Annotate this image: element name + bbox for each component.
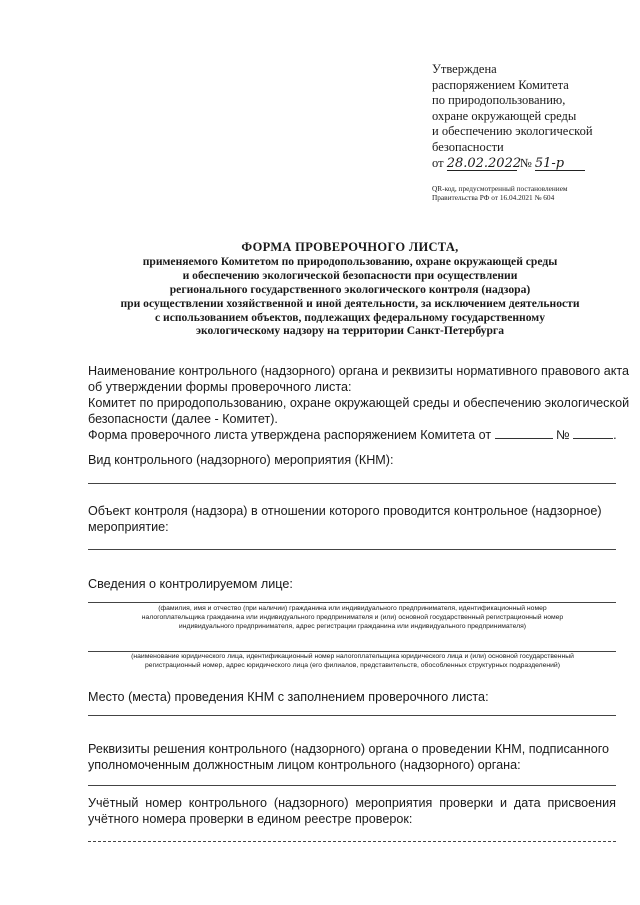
approval-line: распоряжением Комитета xyxy=(432,77,569,92)
section-registry xyxy=(88,795,616,827)
location-field[interactable] xyxy=(88,715,616,716)
qr-note-line: Правительства РФ от 16.04.2021 № 604 xyxy=(432,193,555,203)
approval-date-line xyxy=(432,156,632,172)
location-label: Место (места) проведения КНМ с заполнением проверочного листа: xyxy=(88,690,489,704)
section-knm-type xyxy=(88,452,393,468)
approval-block xyxy=(432,62,632,171)
caption-line: (фамилия, имя и отчество (при наличии) гражданина или индивидуального предпринимателя, идентификационный номер xyxy=(158,605,547,612)
approval-reference-line xyxy=(88,427,617,443)
approval-number-field[interactable] xyxy=(573,428,613,439)
approval-line: Утверждена xyxy=(432,62,497,76)
qr-note xyxy=(432,184,568,203)
form-title-line: регионального государственного экологического контроля (надзора) xyxy=(169,282,531,296)
form-title-line: при осуществлении хозяйственной и иной деятельности, за исключением деятельности xyxy=(120,296,580,310)
control-object-field[interactable] xyxy=(88,549,616,550)
section-control-object xyxy=(88,503,602,535)
section-authority-line: об утверждении формы проверочного листа: xyxy=(88,380,352,394)
decision-field[interactable] xyxy=(88,785,616,786)
caption-line: индивидуального предпринимателя, адрес регистрации гражданина или индивидуального предпринимателя) xyxy=(178,623,527,630)
caption-line: (наименование юридического лица, идентификационный номер налогоплательщика юридического лица и (или) основной государственный xyxy=(131,653,574,660)
knm-type-field[interactable] xyxy=(88,483,616,484)
section-location xyxy=(88,689,489,705)
approval-date: 28.02.2022 xyxy=(446,155,522,171)
qr-note-line: QR-код, предусмотренный постановлением xyxy=(432,184,568,193)
approval-number: 51-р xyxy=(535,157,585,171)
form-title-line: экологическому надзору на территории Санкт-Петербурга xyxy=(196,324,504,338)
form-title xyxy=(80,241,620,338)
period: . xyxy=(613,428,617,442)
form-title-main: ФОРМА ПРОВЕРОЧНОГО ЛИСТА, xyxy=(241,240,459,254)
section-authority xyxy=(88,363,630,443)
decision-label: Реквизиты решения контрольного (надзорного) органа о проведении КНМ, подписанного xyxy=(88,742,610,756)
approval-number-label: № xyxy=(519,155,532,170)
section-authority-line: Комитет по природопользованию, охране окружающей среды и обеспечению экологической xyxy=(88,396,630,410)
form-title-line: и обеспечению экологической безопасности при осуществлении xyxy=(182,268,518,282)
approval-from-prefix: от xyxy=(432,155,444,170)
form-title-line: с использованием объектов, подлежащих федеральному государственному xyxy=(155,310,545,324)
section-authority-line: Наименование контрольного (надзорного) органа и реквизиты нормативного правового акта xyxy=(88,364,630,378)
registry-field[interactable] xyxy=(88,841,616,842)
approval-line: охране окружающей среды xyxy=(432,108,577,123)
registry-label: учётного номера проверки в едином реестре проверок: xyxy=(88,812,413,826)
section-decision xyxy=(88,741,609,773)
approval-date-field[interactable] xyxy=(495,428,553,439)
control-object-label: Объект контроля (надзора) в отношении которого проводится контрольное (надзорное) xyxy=(88,504,602,518)
knm-type-label: Вид контрольного (надзорного) мероприятия (КНМ): xyxy=(88,453,394,467)
approval-line: безопасности xyxy=(432,139,504,154)
decision-label: уполномоченным должностным лицом контрольного (надзорного) органа: xyxy=(88,758,521,772)
legal-entity-caption xyxy=(80,652,625,670)
section-authority-line: безопасности (далее - Комитет). xyxy=(88,412,278,426)
approval-number-label: № xyxy=(556,428,570,442)
form-title-line: применяемого Комитетом по природопользованию, охране окружающей среды xyxy=(142,254,558,268)
caption-line: регистрационный номер, адрес юридического лица (его филиалов, представительств, обособленных структурных подразделений) xyxy=(145,662,560,669)
approval-line: и обеспечению экологической xyxy=(432,124,593,139)
approval-reference-text: Форма проверочного листа утверждена распоряжением Комитета от xyxy=(88,428,492,442)
individual-field[interactable] xyxy=(88,602,616,603)
approval-line: по природопользованию, xyxy=(432,93,566,108)
section-controlled-person xyxy=(88,576,293,592)
caption-line: налогоплательщика гражданина или индивидуального предпринимателя и (или) основной государственный регистрационный номер xyxy=(141,614,564,621)
control-object-label: мероприятие: xyxy=(88,520,169,534)
registry-label: Учётный номер контрольного (надзорного) мероприятия проверки и дата присвоения xyxy=(88,796,616,810)
individual-caption xyxy=(80,604,625,631)
controlled-person-label: Сведения о контролируемом лице: xyxy=(88,577,293,591)
